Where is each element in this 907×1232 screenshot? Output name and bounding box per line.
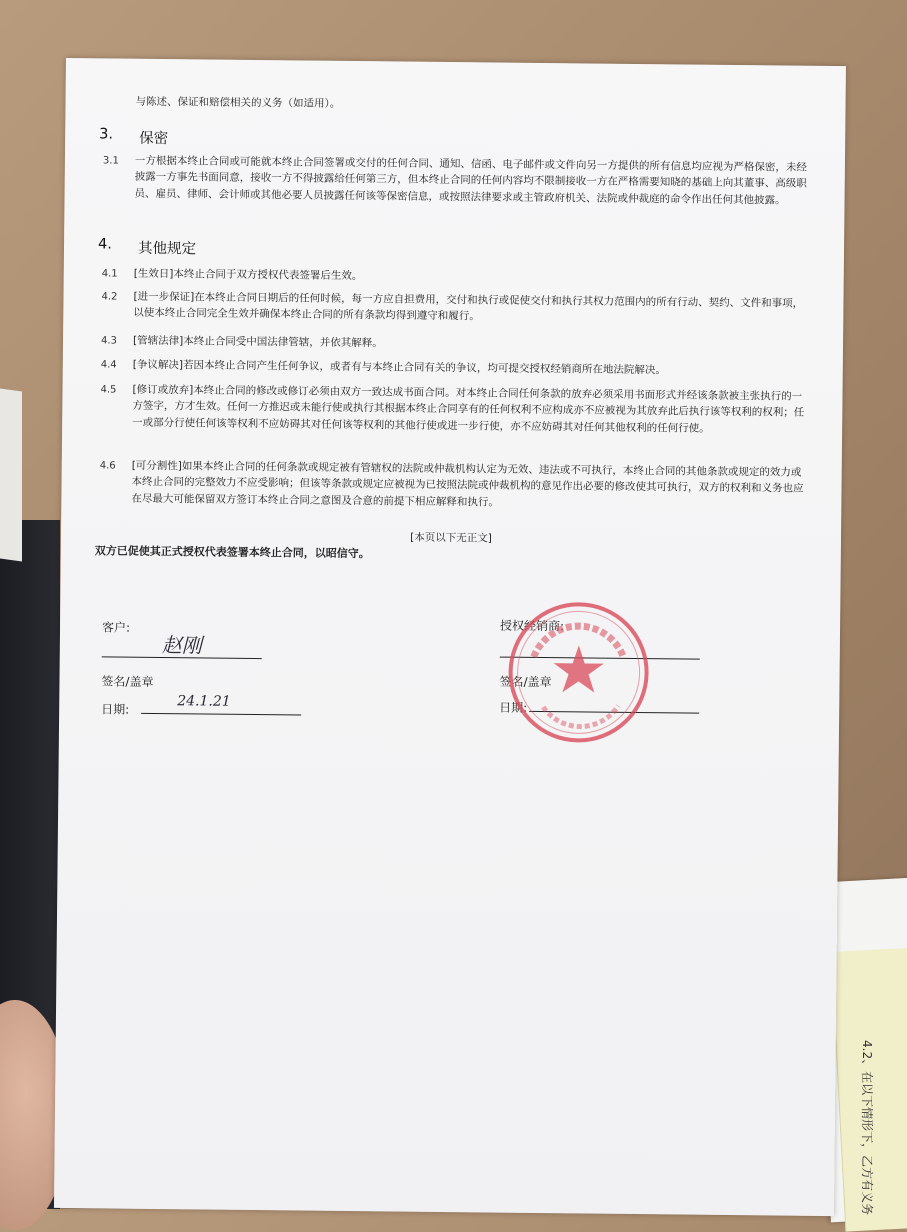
- clause-4-6-text: [可分割性]如果本终止合同的任何条款或规定被有管辖权的法院或仲裁机构认定为无效、违法或不可执行，本终止合同的其他条款或规定的效力或本终止合同的完整效力不应受影响；但该等条款或规定应被视为已按照法院或仲裁机构的意见作出必要的修改使其可执行，双方的权利和义务也应在尽最大可能保留双方签订本终止合同之意图及合意的前提下相应解释和执行。: [131, 459, 804, 509]
- clause-number: 4.6: [99, 460, 116, 472]
- customer-label: 客户:: [101, 620, 131, 635]
- customer-date-value: 24.1.21: [177, 693, 231, 710]
- customer-date-line: [141, 713, 301, 716]
- customer-date-label: 日期:: [101, 702, 130, 717]
- clause-number: 4.4: [100, 359, 117, 371]
- intro-line: 与陈述、保证和赔偿相关的义务（如适用）。: [135, 95, 341, 110]
- clause-4-4-text: [争议解决]若因本终止合同产生任何争议，或者有与本终止合同有关的争议，均可提交授权经销商所在地法院解决。: [132, 358, 667, 377]
- dealer-label: 授权经销商:: [500, 618, 565, 634]
- customer-signature-line: [102, 656, 262, 659]
- customer-sign-label: 签名/盖章: [101, 674, 154, 689]
- background-side-paper-text: 4.2、在以下情形下，乙方有义务: [860, 1040, 874, 1216]
- clause-4-1-text: [生效日]本终止合同于双方授权代表签署后生效。: [133, 267, 363, 283]
- clause-number: 3.1: [102, 155, 119, 167]
- background-white-object: [0, 388, 22, 561]
- clause-number: 4.3: [100, 335, 118, 347]
- dealer-sign-label: 签名/盖章: [499, 674, 552, 690]
- witness-line: 双方已促使其正式授权代表签署本终止合同，以昭信守。: [94, 544, 370, 561]
- section3-number: 3.: [99, 126, 114, 143]
- section3-title: 保密: [139, 130, 169, 148]
- clause-4-2-text: [进一步保证]在本终止合同日期后的任何时候，每一方应自担费用，交付和执行或促使交付和执行其权力范围内的所有行动、契约、文件和事项，以使本终止合同完全生效并确保本终止合同的所有条款均得到遵守和履行。: [133, 290, 804, 323]
- clause-4-5-text: [修订或放弃]本终止合同的修改或修订必须由双方一致达成书面合同。对本终止合同任何条款的放弃必须采用书面形式并经该条款被主张执行的一方签字，方才生效。任何一方推迟或未能行使或执行其根据本终止合同享有的任何权利不应构成亦不应被视为其放弃此后执行该等权利的权利；任一或部分行使任何该等权利不应妨碍其对任何该等权利的其他行使或进一步行使，亦不应妨碍其对任何其他权利的任何行使。: [132, 383, 805, 435]
- dealer-date-label: 日期:: [499, 700, 528, 715]
- clause-number: 4.1: [101, 268, 118, 280]
- clause-3-1-text: 一方根据本终止合同或可能就本终止合同签署或交付的任何合同、通知、信函、电子邮件或文件向另一方提供的所有信息均应视为严格保密，未经披露一方事先书面同意，接收一方不得披露给任何第三方，但本终止合同的任何内容均不限制接收一方在严格需要知晓的基础上向其董事、高级职员、雇员、律师、会计师或其他必要人员披露任何该等保密信息，或按照法律要求或主管政府机关、法院或仲裁庭的命令作出任何其他披露。: [134, 154, 807, 207]
- customer-signature: 赵刚: [161, 633, 202, 658]
- section4-number: 4.: [97, 236, 112, 253]
- clause-number: 4.5: [100, 384, 117, 396]
- contract-page: [54, 58, 846, 1216]
- company-seal: [503, 597, 655, 749]
- clause-4-3-text: [管辖法律]本终止合同受中国法律管辖，并依其解释。: [132, 334, 383, 350]
- no-text-below-note: [本页以下无正文]: [410, 531, 492, 545]
- section4-title: 其他规定: [137, 240, 197, 258]
- clause-number: 4.2: [101, 291, 118, 303]
